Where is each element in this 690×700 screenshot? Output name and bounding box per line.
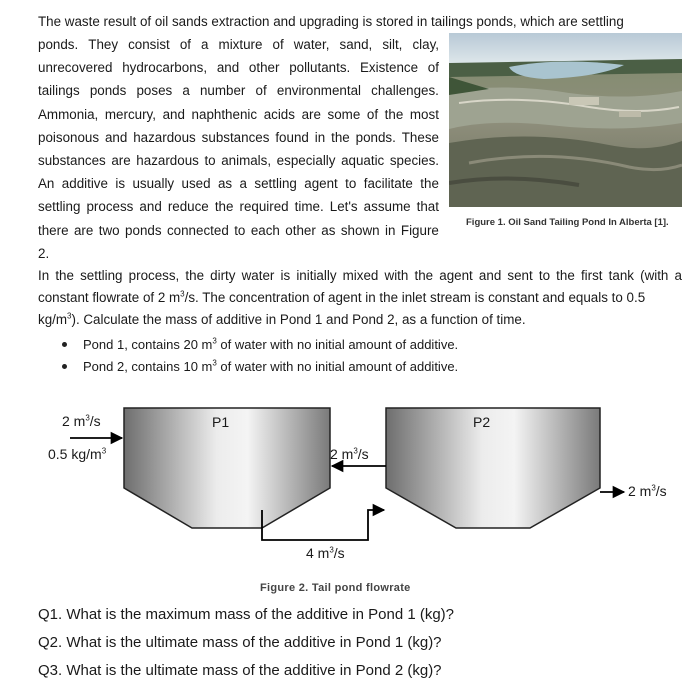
word: there [38,222,69,238]
word: process [86,199,134,215]
word: two [98,222,120,238]
question-3: Q3. What is the ultimate mass of the additive in Pond 2 (kg)? [38,662,442,679]
word: sent [507,268,533,283]
word: These [401,129,439,145]
word: a [674,268,682,283]
word: number [199,83,246,99]
word: hydrocarbons, [122,60,208,76]
word: tailings [38,83,80,99]
word: and [216,60,240,76]
word: are [73,222,94,238]
word: ponds [125,222,162,238]
word: An [38,176,55,192]
pond-2-tank [386,408,600,528]
outlet-flow-label: 2 $m^3/s$ [628,483,667,499]
process-line-2: constant flowrate of 2 $m^3/s$. The concentration of agent in the inlet stream is constant and equals to 0.5 [38,289,646,305]
word: aquatic [341,153,385,168]
word: to [538,268,551,283]
pond-2-label: P2 [473,414,491,430]
word: Ammonia, [38,106,99,122]
word: with [384,268,409,283]
word: as [321,222,336,238]
word: the [556,268,575,283]
word: the [414,268,434,283]
word: used [181,176,211,192]
inlet-concentration-label: 0.5 $kg/m^3$ [48,446,107,462]
word: facilitate [363,176,413,192]
word: dirty [210,268,236,283]
word: ponds. [355,129,396,145]
word: sand, [339,37,373,52]
word: the [331,129,350,145]
word: and [478,268,502,283]
word: reduce [167,199,209,215]
word: ponds [89,83,127,99]
word: pollutants. [289,60,351,76]
word: and [162,106,185,122]
word: the [420,176,439,192]
word: Existence [359,60,419,76]
word: other [285,222,316,238]
word: a [182,83,190,99]
word: the [185,268,205,283]
word: connected [166,222,229,238]
word: of [427,60,439,76]
word: substances [38,153,106,168]
word: mixed [342,268,379,283]
word: agent [439,268,473,283]
word: the [214,199,234,215]
word: to [345,176,357,192]
word: most [409,106,439,122]
word: (with [640,268,669,283]
word: substances [201,129,270,145]
word: a [239,176,247,192]
word: are [301,106,321,122]
word: is [280,268,291,283]
word: unrecovered [38,60,113,76]
word: Figure [400,222,439,238]
word: each [250,222,280,238]
word: clay, [412,37,439,52]
word: initially [296,268,337,283]
word: assume [363,199,411,215]
word: other [248,60,280,76]
word: settling [80,268,123,283]
word: of [272,37,284,52]
inlet-flow-label: 2 $m^3/s$ [62,413,101,429]
bullet-pond-1: Pond 1, contains 20 $m^3$ of water with no initial amount of additive. [62,335,458,355]
word: They [88,37,119,52]
bullet-pond-2: Pond 2, contains 10 $m^3$ of water with no initial amount of additive. [62,357,458,377]
word: mixture [218,37,263,52]
word: time. [294,199,324,215]
word: shown [340,222,380,238]
word: of [179,37,191,52]
word: the [384,106,404,122]
intro-line-1: The waste result of oil sands extraction and upgrading is stored in tailings ponds, which are settling [38,14,624,29]
word: additive [61,176,108,192]
word: of [366,106,379,122]
question-2: Q2. What is the ultimate mass of the additive in Pond 1 (kg)? [38,634,442,651]
word: and [104,129,128,145]
word: process, [128,268,180,283]
word: first [580,268,603,283]
word: that [416,199,439,215]
word: in [314,129,326,145]
word: required [239,199,289,215]
word: animals, [221,153,272,168]
word: in [385,222,396,238]
word: poses [136,83,173,99]
word: usually [132,176,175,192]
word: is [115,176,126,192]
process-line-3: $kg/m^3$). Calculate the mass of additive in Pond 1 and Pond 2, as a function of time. [38,311,526,327]
word: and [139,199,162,215]
word: settling [254,176,297,192]
word: species. [389,153,439,168]
word: some [327,106,361,122]
question-1: Q1. What is the maximum mass of the additive in Pond 1 (kg)? [38,606,455,623]
word: mercury, [104,106,156,122]
word: water [241,268,275,283]
word: settling [38,199,81,215]
pond-1-label: P1 [212,414,230,430]
word: to [204,153,216,168]
word: hazardous [136,153,199,168]
transfer-flow-label: 4 $m^3/s$ [306,545,345,561]
word: In [38,268,50,283]
word: hazardous [133,129,196,145]
word: are [111,153,131,168]
intro-line-end: 2. [38,246,50,261]
word: to [234,222,246,238]
word: environmental [276,83,361,99]
word: agent [304,176,338,192]
word: poisonous [38,129,100,145]
word: the [55,268,74,283]
word: tank [608,268,634,283]
word: Let's [329,199,358,215]
word: water, [293,37,330,52]
word: consist [128,37,170,52]
word: silt, [382,37,403,52]
figure-1-caption: Figure 1. Oil Sand Tailing Pond In Alberta [1]. [466,217,669,228]
word: as [217,176,233,192]
recycle-flow-label: 2 $m^3/s$ [330,446,369,462]
figure-2-caption: Figure 2. Tail pond flowrate [260,582,411,594]
word: challenges. [371,83,439,99]
word: naphthenic [191,106,258,122]
word: especially [276,153,336,168]
word: a [201,37,209,52]
word: found [275,129,309,145]
word: of [255,83,267,99]
word: acids [263,106,295,122]
word: ponds. [38,37,79,52]
